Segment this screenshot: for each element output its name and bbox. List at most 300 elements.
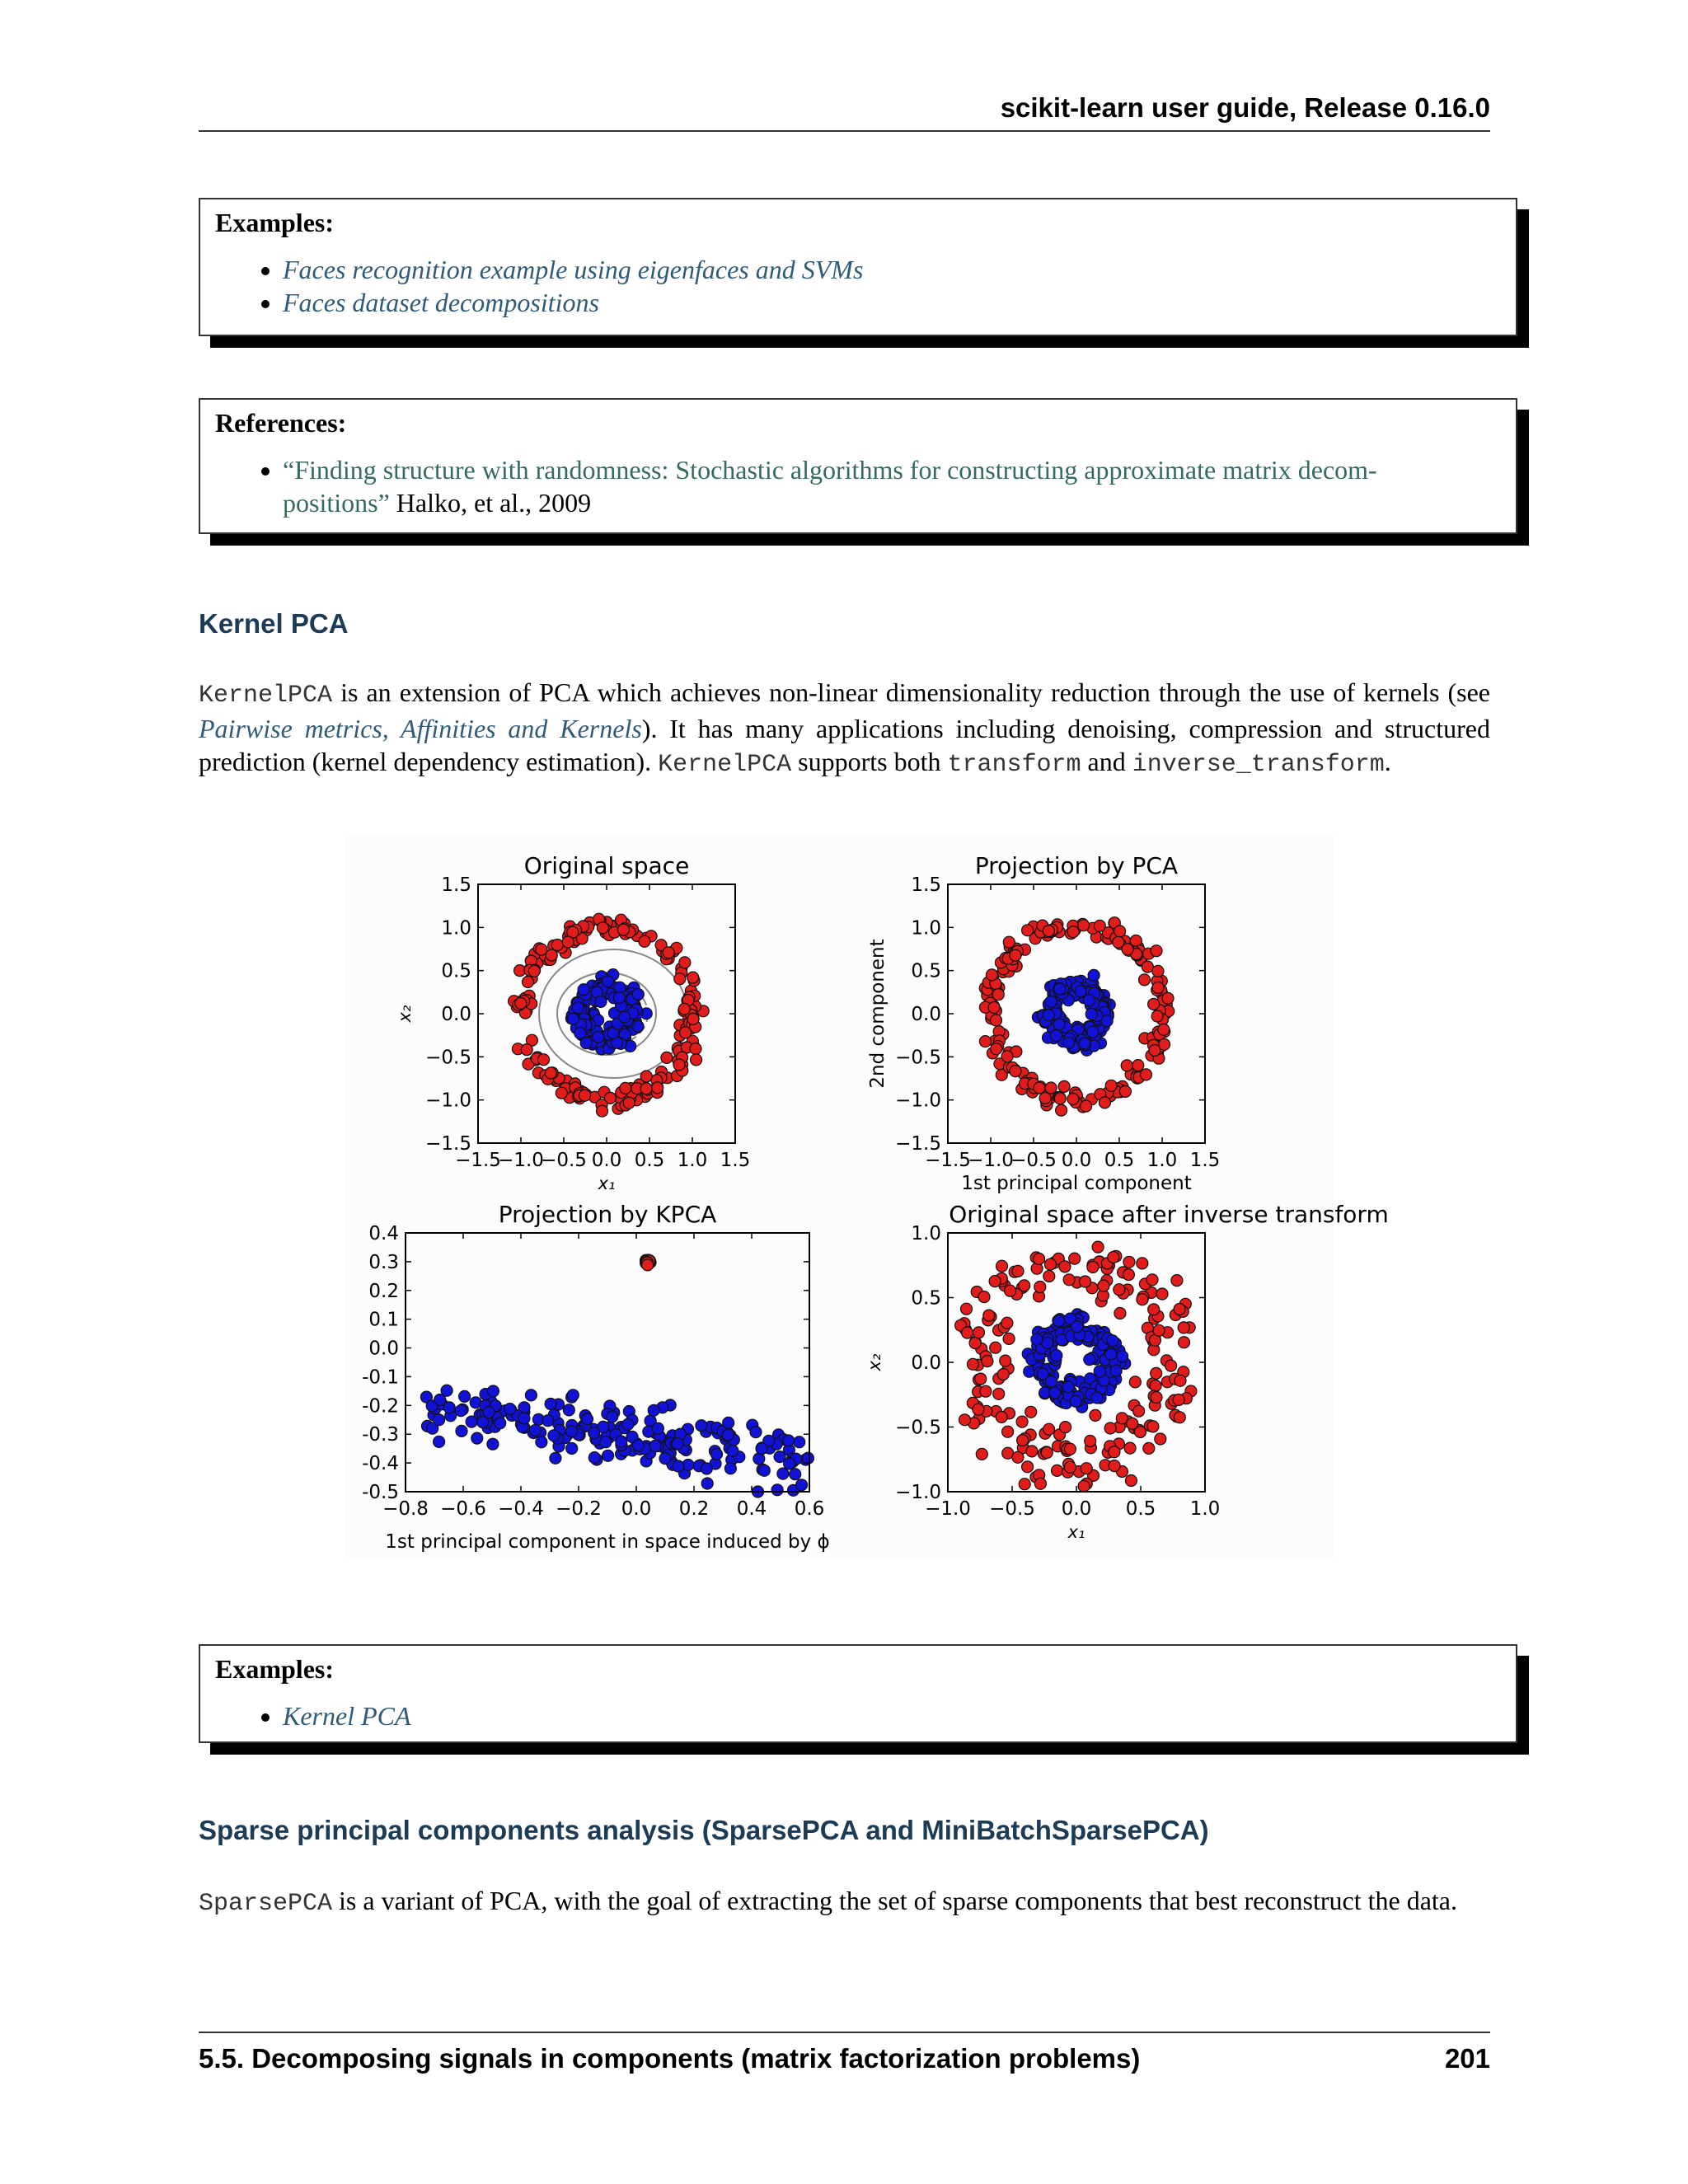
- y-tick-label: −0.5: [895, 1047, 941, 1069]
- data-point: [1094, 1366, 1105, 1377]
- data-point: [1104, 1422, 1116, 1434]
- x-tick-label: −1.5: [455, 1150, 501, 1171]
- data-point: [1078, 920, 1090, 931]
- data-point: [1026, 1446, 1038, 1457]
- x-tick-label: −0.8: [382, 1498, 429, 1520]
- examples-list: [215, 253, 1501, 319]
- data-point: [538, 1054, 550, 1066]
- data-point: [607, 1411, 618, 1422]
- data-point: [1155, 1433, 1166, 1445]
- x-tick-label: 1.0: [677, 1150, 708, 1171]
- data-point: [574, 1028, 586, 1039]
- x-tick-label: 0.4: [736, 1498, 767, 1520]
- data-point: [617, 924, 629, 935]
- data-point: [515, 997, 527, 1009]
- data-point: [982, 1356, 993, 1367]
- x-axis-label: x₁: [598, 1174, 616, 1193]
- data-point: [1034, 1282, 1046, 1293]
- data-point: [1002, 1426, 1014, 1437]
- data-point: [1171, 1275, 1183, 1286]
- data-point: [455, 1405, 467, 1417]
- data-point: [1090, 1409, 1101, 1421]
- data-point: [466, 1416, 477, 1427]
- data-point: [1142, 961, 1153, 972]
- data-point: [1010, 1066, 1021, 1077]
- data-point: [1091, 1392, 1103, 1404]
- data-point: [1099, 1097, 1110, 1108]
- y-tick-label: 0.4: [368, 1223, 399, 1244]
- data-point: [580, 1038, 592, 1049]
- data-point: [1003, 1333, 1015, 1344]
- data-point: [1121, 1060, 1132, 1071]
- pairwise-metrics-link[interactable]: Pairwise metrics, Affinities and Kernels: [199, 714, 642, 743]
- data-point: [1174, 1412, 1185, 1423]
- example-link[interactable]: Kernel PCA: [283, 1701, 411, 1731]
- data-point: [1058, 1080, 1070, 1092]
- data-point: [1113, 936, 1124, 948]
- data-point: [674, 973, 686, 985]
- data-point: [978, 1291, 990, 1303]
- data-point: [1137, 1294, 1148, 1305]
- data-point: [523, 977, 534, 988]
- data-point: [545, 1399, 556, 1410]
- data-point: [1114, 1284, 1125, 1296]
- y-tick-label: −1.0: [895, 1090, 941, 1112]
- data-point: [1151, 945, 1162, 957]
- data-point: [1019, 1479, 1030, 1490]
- data-point: [1105, 1080, 1117, 1091]
- data-point: [620, 1082, 631, 1094]
- data-point: [1044, 1258, 1056, 1270]
- data-point: [1001, 1317, 1013, 1329]
- data-point: [1133, 1405, 1145, 1417]
- data-point: [790, 1469, 801, 1480]
- data-point: [1151, 1367, 1162, 1379]
- data-point: [1137, 1258, 1148, 1269]
- data-point: [988, 1002, 1000, 1014]
- inline-code: KernelPCA: [658, 751, 792, 779]
- chart-title: Projection by PCA: [974, 852, 1179, 879]
- inline-code: inverse_transform: [1132, 751, 1385, 779]
- data-point: [777, 1468, 789, 1479]
- running-footer: [199, 2032, 1490, 2074]
- y-tick-label: -0.2: [362, 1395, 399, 1418]
- data-point: [616, 1436, 627, 1447]
- y-tick-label: −1.5: [425, 1133, 471, 1155]
- data-point: [1041, 1447, 1053, 1459]
- data-point: [1173, 1394, 1184, 1406]
- data-point: [1081, 1100, 1092, 1112]
- inline-code: transform: [947, 751, 1081, 779]
- data-point: [652, 1082, 663, 1094]
- chart-title: Original space: [523, 852, 690, 879]
- data-point: [1151, 1392, 1162, 1404]
- data-point: [991, 1043, 1002, 1055]
- paragraph-text: supports both: [791, 747, 948, 776]
- data-point: [1119, 1085, 1131, 1097]
- data-point: [1075, 986, 1086, 997]
- x-tick-label: 1.0: [1146, 1150, 1178, 1171]
- data-point: [679, 957, 691, 968]
- data-point: [542, 1415, 554, 1427]
- data-point: [1043, 1423, 1055, 1435]
- data-point: [648, 1404, 659, 1416]
- example-link[interactable]: Faces dataset decompositions: [283, 288, 599, 317]
- data-point: [1003, 936, 1015, 948]
- y-axis-label: x₂: [395, 1005, 415, 1023]
- x-axis-label: 1st principal component in space induced by ϕ: [385, 1531, 830, 1553]
- chart-title: Original space after inverse transform: [949, 1201, 1389, 1228]
- data-point: [975, 1373, 987, 1385]
- data-point: [1043, 1271, 1055, 1282]
- x-tick-label: 0.2: [678, 1498, 710, 1520]
- data-point: [434, 1414, 445, 1426]
- data-point: [567, 1013, 579, 1024]
- data-point: [443, 1402, 455, 1413]
- data-point: [597, 922, 608, 934]
- data-point: [1114, 1308, 1126, 1319]
- data-point: [1152, 982, 1164, 993]
- y-tick-label: −1.0: [425, 1090, 471, 1112]
- data-point: [1117, 1351, 1128, 1362]
- data-point: [521, 1044, 532, 1056]
- y-tick-label: 0.3: [368, 1251, 399, 1273]
- x-tick-label: −1.0: [498, 1150, 544, 1171]
- data-point: [973, 1327, 985, 1338]
- section-heading-sparse-pca: Sparse principal components analysis (SparsePCA and MiniBatchSparsePCA): [199, 1815, 1209, 1845]
- y-axis-label: x₂: [865, 1353, 884, 1371]
- data-point: [1127, 1418, 1138, 1429]
- data-point: [1175, 1375, 1186, 1386]
- data-point: [1085, 1436, 1096, 1447]
- data-point: [1025, 1406, 1037, 1418]
- data-point: [495, 1418, 506, 1429]
- data-point: [1143, 1442, 1155, 1454]
- data-point: [578, 984, 589, 996]
- data-point: [969, 1338, 981, 1349]
- data-point: [1114, 926, 1126, 937]
- data-point: [687, 1013, 699, 1024]
- data-point: [756, 1443, 767, 1455]
- chart-panel-2: [867, 852, 1220, 1194]
- data-point: [613, 992, 625, 1004]
- data-point: [794, 1436, 805, 1448]
- data-point: [622, 1418, 634, 1430]
- footer-section-title: 5.5. Decomposing signals in components (matrix factorization problems): [199, 2043, 1141, 2074]
- data-point: [983, 1310, 995, 1321]
- data-point: [1043, 1010, 1054, 1021]
- y-tick-label: -0.4: [362, 1453, 399, 1475]
- data-point: [632, 989, 644, 1001]
- y-tick-label: 0.5: [911, 960, 941, 982]
- reference-link-continued[interactable]: positions”: [283, 488, 390, 518]
- kernel-pca-paragraph: [199, 676, 1490, 781]
- examples-title: Examples:: [215, 1654, 334, 1684]
- data-point: [1054, 1093, 1066, 1104]
- y-tick-label: 0.0: [911, 1352, 941, 1374]
- data-point: [603, 1450, 614, 1461]
- data-point: [961, 1303, 973, 1315]
- data-point: [1051, 1030, 1062, 1042]
- list-item: [283, 286, 1501, 319]
- data-point: [1049, 1387, 1061, 1399]
- list-item: [283, 253, 1501, 286]
- x-tick-label: 0.0: [591, 1150, 622, 1171]
- data-point: [1022, 1461, 1034, 1473]
- data-point: [1063, 1274, 1075, 1286]
- data-point: [711, 1449, 723, 1460]
- data-point: [1064, 1443, 1076, 1455]
- data-point: [504, 1404, 516, 1415]
- data-point: [1012, 1451, 1024, 1463]
- data-point: [962, 1327, 973, 1338]
- data-point: [536, 1436, 547, 1448]
- reference-link[interactable]: “Finding structure with randomness: Stochastic algorithms for constructing approximate matrix decom-: [283, 455, 1377, 485]
- data-point: [563, 1404, 574, 1416]
- data-point: [1071, 1321, 1083, 1333]
- data-point: [796, 1479, 808, 1491]
- data-point: [1125, 1475, 1137, 1487]
- data-point: [1034, 1254, 1045, 1265]
- data-point: [593, 1031, 604, 1043]
- data-point: [1148, 1304, 1160, 1315]
- x-tick-label: 0.0: [621, 1498, 652, 1520]
- data-point: [1109, 1460, 1120, 1472]
- data-point: [723, 1417, 734, 1428]
- y-tick-label: -0.1: [362, 1366, 399, 1389]
- x-tick-label: −0.6: [440, 1498, 486, 1520]
- x-tick-label: −0.4: [498, 1498, 544, 1520]
- list-item: [283, 1699, 1501, 1732]
- data-point: [678, 1003, 690, 1015]
- header-title: scikit-learn user guide, Release 0.16.0: [1000, 92, 1490, 123]
- paragraph-text: is a variant of PCA, with the goal of extracting the set of sparse components that best reconstruct the data.: [332, 1886, 1457, 1915]
- data-point: [1148, 998, 1160, 1010]
- x-tick-label: −0.5: [541, 1150, 587, 1171]
- data-point: [663, 947, 674, 958]
- data-point: [1056, 1104, 1067, 1116]
- data-point: [997, 1369, 1009, 1380]
- data-point: [1153, 1324, 1165, 1336]
- x-tick-label: 0.5: [1104, 1150, 1135, 1171]
- data-point: [1147, 1421, 1159, 1432]
- data-point: [1045, 996, 1057, 1007]
- x-tick-label: 1.0: [1189, 1498, 1221, 1520]
- x-tick-label: −1.5: [925, 1150, 971, 1171]
- chart-panel-3: [362, 1201, 830, 1553]
- data-point: [1092, 1241, 1104, 1253]
- data-point: [696, 1420, 707, 1432]
- data-point: [1012, 1265, 1024, 1277]
- y-tick-label: −0.5: [425, 1047, 471, 1069]
- y-tick-label: −1.0: [895, 1482, 941, 1503]
- data-point: [1141, 1069, 1152, 1080]
- data-point: [1088, 969, 1100, 981]
- data-point: [1043, 926, 1054, 937]
- x-tick-label: 0.6: [794, 1498, 825, 1520]
- chart-panel-1: [395, 852, 750, 1193]
- data-point: [556, 1087, 567, 1099]
- data-point: [724, 1463, 736, 1474]
- references-title: References:: [215, 408, 347, 438]
- data-point: [1078, 1480, 1090, 1492]
- data-point: [1085, 1009, 1097, 1020]
- data-point: [642, 1259, 654, 1271]
- data-point: [1005, 1285, 1016, 1296]
- data-point: [1081, 1463, 1092, 1474]
- data-point: [991, 1015, 1002, 1026]
- data-point: [487, 1385, 499, 1397]
- data-point: [992, 989, 1004, 1001]
- data-point: [518, 1413, 530, 1424]
- data-point: [1152, 965, 1164, 977]
- data-point: [456, 1425, 467, 1436]
- data-point: [572, 1002, 584, 1014]
- data-point: [1124, 1442, 1136, 1454]
- running-header: [199, 89, 1490, 132]
- data-point: [1067, 926, 1079, 938]
- data-point: [1022, 925, 1034, 936]
- data-point: [487, 1438, 499, 1450]
- examples-box-2: [199, 1644, 1517, 1743]
- data-point: [1174, 1304, 1185, 1315]
- data-point: [1010, 949, 1021, 961]
- data-point: [996, 1411, 1007, 1422]
- y-tick-label: -0.5: [362, 1482, 399, 1503]
- data-point: [673, 1460, 684, 1472]
- data-point: [1116, 1413, 1128, 1424]
- x-tick-label: 0.0: [1061, 1150, 1092, 1171]
- data-point: [588, 1427, 600, 1439]
- data-point: [1109, 1446, 1120, 1458]
- data-point: [566, 1443, 578, 1455]
- data-point: [1123, 1269, 1134, 1281]
- data-point: [1037, 1368, 1048, 1380]
- data-point: [993, 1388, 1005, 1399]
- data-point: [687, 972, 699, 983]
- data-point: [1098, 1280, 1109, 1291]
- y-tick-label: 1.0: [441, 917, 471, 940]
- section-heading-kernel-pca: Kernel PCA: [199, 608, 349, 639]
- data-point: [1080, 1276, 1091, 1287]
- data-point: [758, 1465, 770, 1476]
- data-point: [550, 1452, 561, 1464]
- reference-authors: Halko, et al., 2009: [389, 488, 592, 518]
- y-tick-label: 1.0: [911, 1223, 941, 1244]
- data-point: [600, 1436, 612, 1448]
- x-tick-label: −0.2: [556, 1498, 602, 1520]
- y-tick-label: −1.5: [895, 1133, 941, 1155]
- data-point: [1179, 1337, 1190, 1348]
- x-tick-label: 0.5: [1125, 1498, 1156, 1520]
- data-point: [1069, 1253, 1081, 1264]
- data-point: [1059, 1261, 1071, 1272]
- paragraph-text: and: [1081, 747, 1132, 776]
- data-point: [783, 1435, 795, 1446]
- data-point: [673, 1059, 685, 1071]
- data-point: [661, 1052, 673, 1063]
- data-point: [1132, 1060, 1144, 1071]
- data-point: [1087, 1026, 1099, 1038]
- data-point: [1165, 1360, 1177, 1371]
- data-point: [1156, 1288, 1168, 1300]
- data-point: [1062, 1381, 1074, 1393]
- data-point: [582, 1413, 593, 1425]
- data-point: [1054, 983, 1066, 995]
- data-point: [1123, 1256, 1135, 1268]
- x-axis-label: 1st principal component: [961, 1173, 1192, 1194]
- list-item: [283, 453, 1501, 486]
- data-point: [1000, 1355, 1011, 1366]
- data-point: [1129, 1376, 1141, 1388]
- data-point: [477, 1417, 489, 1428]
- data-point: [690, 1043, 701, 1055]
- data-point: [649, 1440, 661, 1451]
- data-point: [567, 1390, 579, 1401]
- data-point: [1105, 1348, 1117, 1360]
- data-point: [774, 1451, 785, 1463]
- data-point: [1158, 1024, 1170, 1035]
- data-point: [525, 1390, 537, 1401]
- x-tick-label: 1.5: [720, 1150, 751, 1171]
- data-point: [536, 944, 547, 955]
- data-point: [1107, 1335, 1118, 1347]
- y-tick-label: 1.5: [911, 874, 941, 896]
- data-point: [639, 935, 650, 947]
- y-axis-label: 2nd component: [867, 939, 889, 1089]
- data-point: [802, 1452, 814, 1464]
- data-point: [967, 1358, 978, 1370]
- data-point: [566, 1426, 578, 1437]
- data-point: [603, 976, 614, 987]
- references-box: [199, 398, 1517, 534]
- data-point: [652, 1422, 663, 1434]
- data-point: [623, 1097, 635, 1108]
- examples-list: [215, 1699, 1501, 1732]
- data-point: [973, 1404, 984, 1415]
- data-point: [1079, 1038, 1090, 1049]
- data-point: [1149, 1045, 1160, 1057]
- data-point: [640, 1071, 652, 1082]
- data-point: [459, 1390, 471, 1402]
- data-point: [1031, 1333, 1043, 1345]
- data-point: [750, 1427, 762, 1438]
- sparse-pca-paragraph: [199, 1884, 1490, 1920]
- inline-code: KernelPCA: [199, 682, 333, 710]
- data-point: [701, 1478, 713, 1489]
- data-point: [548, 1430, 560, 1441]
- data-point: [1108, 1252, 1119, 1263]
- x-tick-label: 1.5: [1189, 1150, 1221, 1171]
- data-point: [619, 1011, 631, 1023]
- data-point: [1016, 1416, 1028, 1427]
- references-list: [215, 453, 1501, 519]
- data-point: [1052, 1465, 1063, 1476]
- y-tick-label: 0.5: [911, 1287, 941, 1310]
- data-point: [1070, 1395, 1081, 1407]
- y-tick-label: 0.2: [368, 1280, 399, 1302]
- x-axis-label: x₁: [1067, 1522, 1085, 1542]
- data-point: [1001, 1051, 1013, 1062]
- data-point: [989, 1276, 1001, 1287]
- data-point: [959, 1414, 971, 1426]
- chart-title: Projection by KPCA: [498, 1201, 717, 1228]
- data-point: [530, 1425, 542, 1436]
- data-point: [640, 1083, 652, 1094]
- data-point: [727, 1445, 738, 1456]
- data-point: [1178, 1322, 1189, 1333]
- example-link[interactable]: Faces recognition example using eigenfaces and SVMs: [283, 255, 864, 284]
